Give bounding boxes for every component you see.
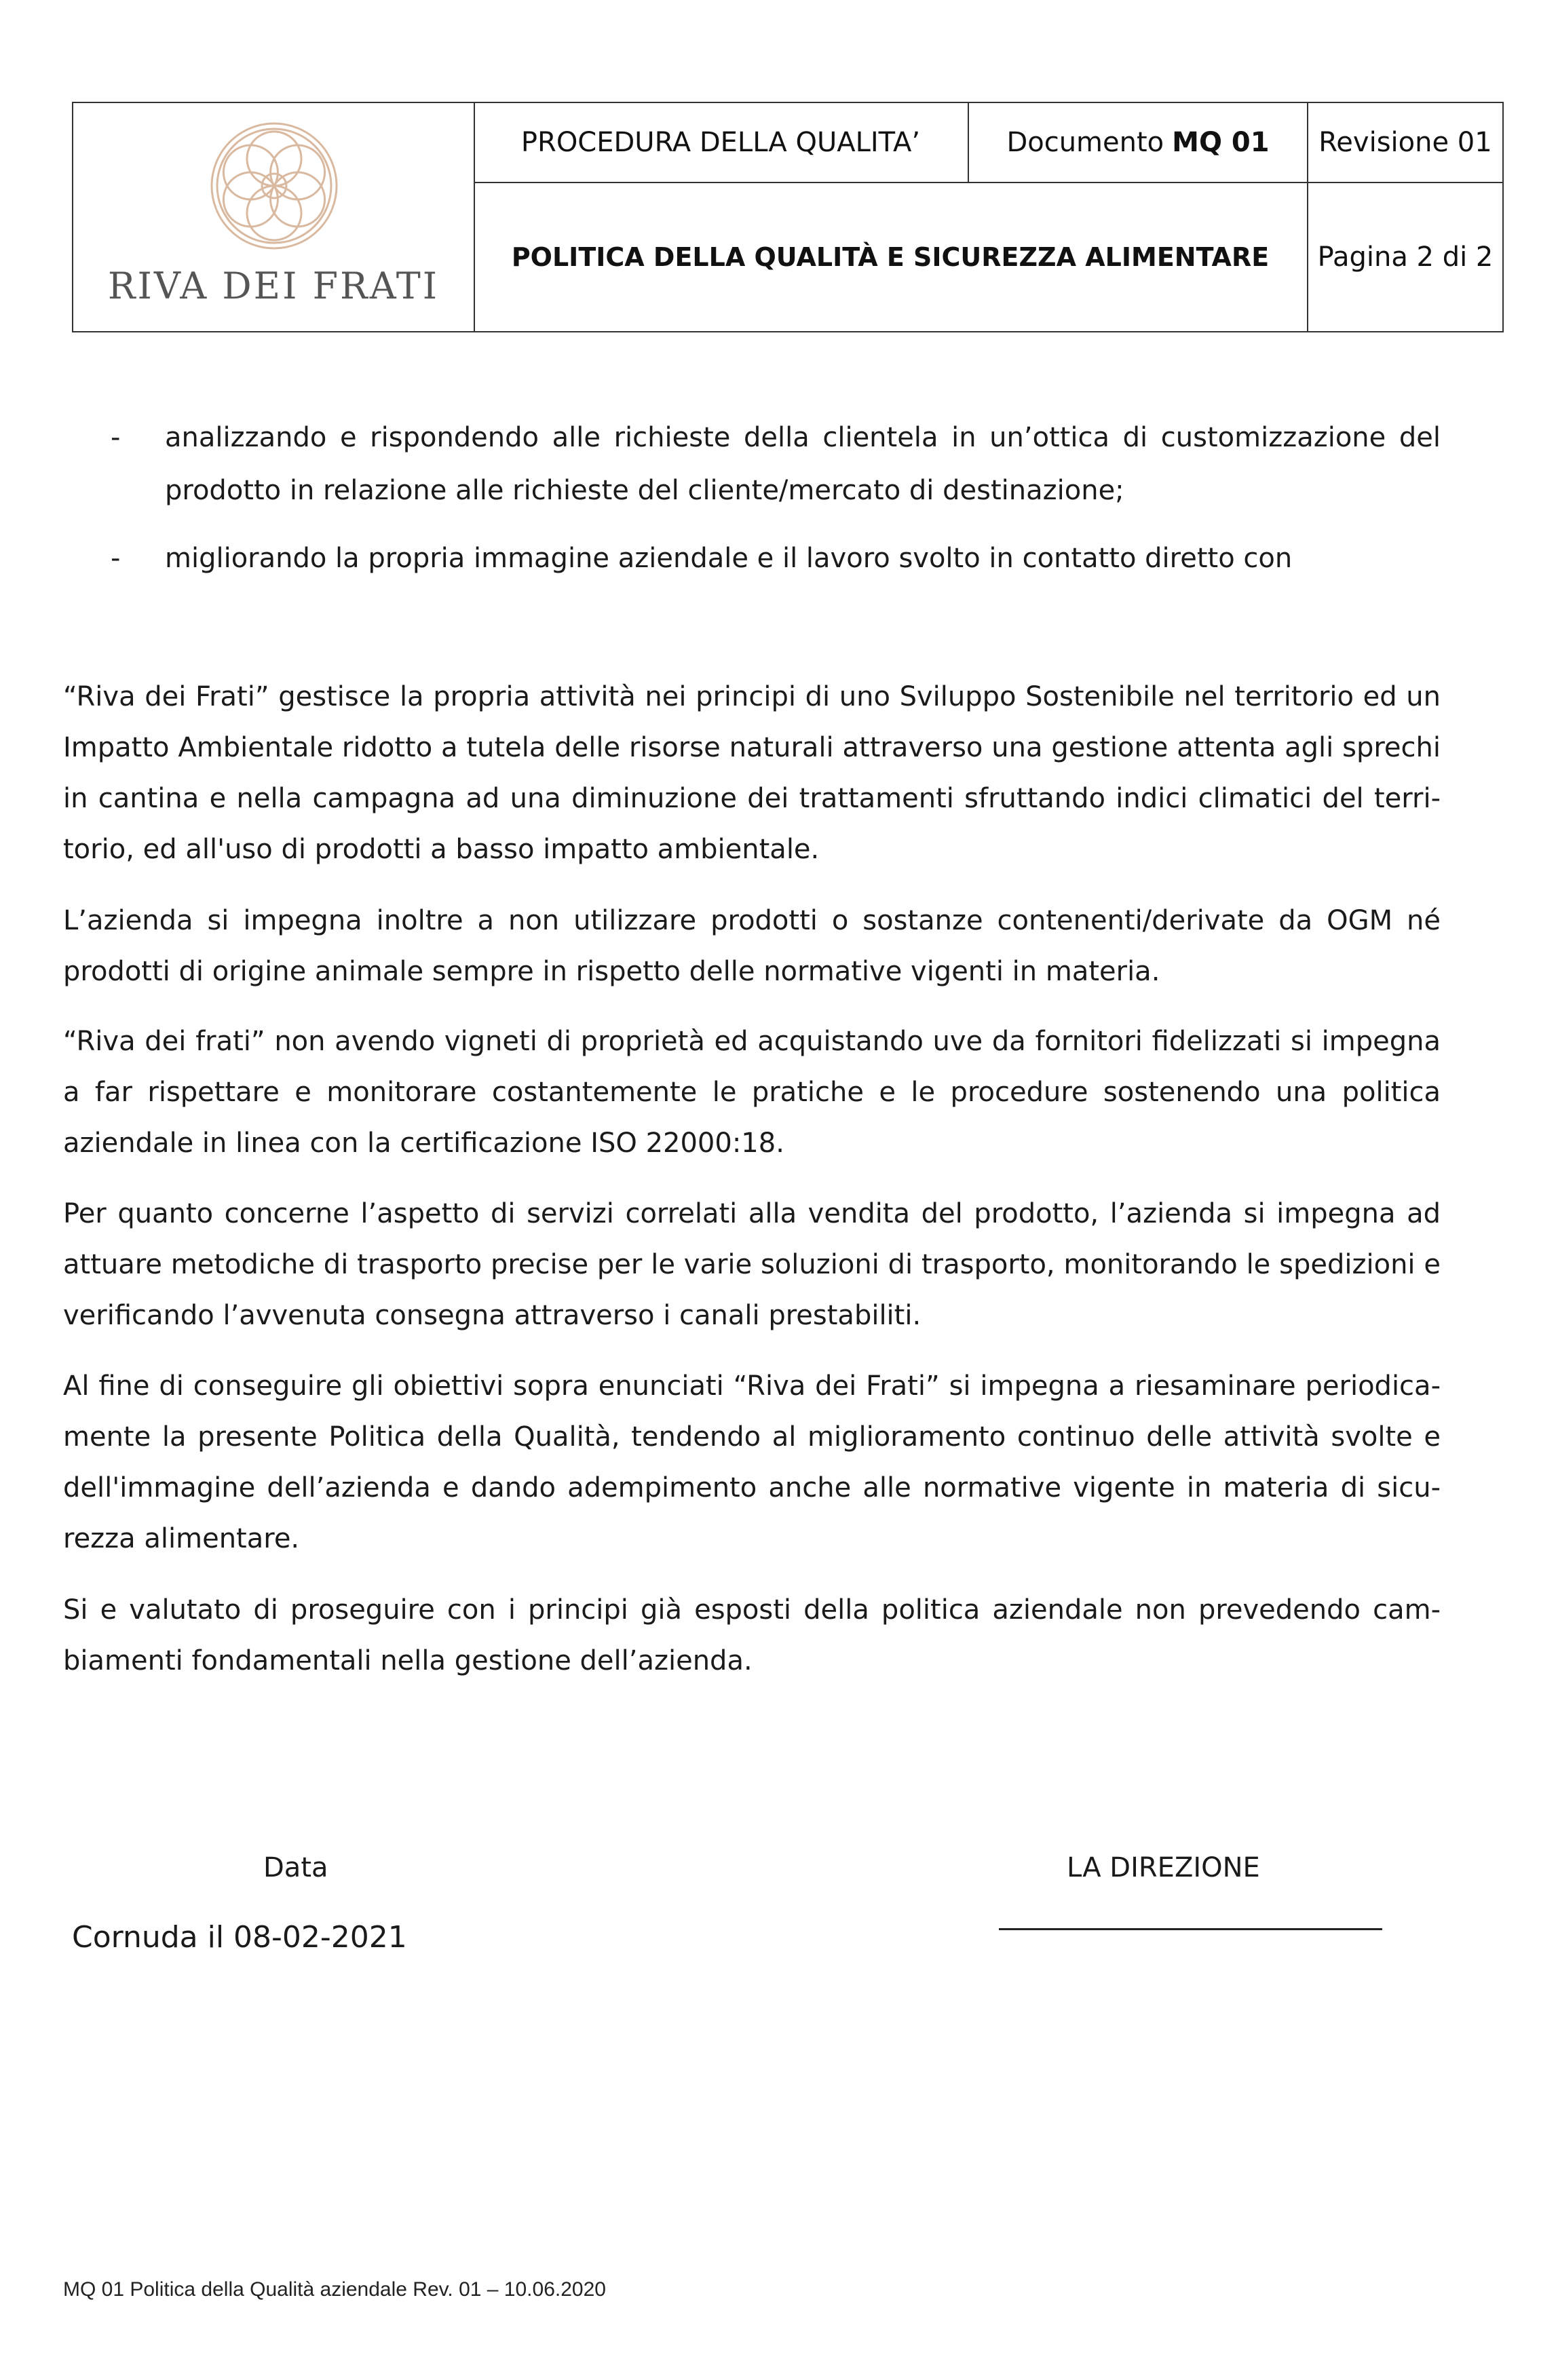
paragraph: Per quanto concerne l’aspetto di servizi correlati alla vendita del prodotto, l’azienda si impegna ad attuare metodiche di trasporto precise per le varie soluzioni di trasporto, monitorando le spedizioni e verificando l’avvenuta consegna attraverso i canali prestabiliti. — [63, 1198, 1441, 1331]
procedure-label: PROCEDURA DELLA QUALITA’ — [474, 103, 969, 183]
bullet-text: migliorando la propria immagine aziendale e il lavoro svolto in contatto diretto con — [165, 543, 1293, 574]
direction-label: LA DIREZIONE — [1067, 1852, 1260, 1883]
bullet-text: analizzando e rispondendo alle richieste della clientela in un’ottica di customizzazione del prodotto in relazione alle richieste del cliente/mercato di destinazione; — [165, 422, 1441, 506]
mandala-logo-icon — [206, 118, 342, 254]
paragraph: “Riva dei Frati” gestisce la propria attività nei principi di uno Sviluppo Sostenibile nel territorio ed un Impatto Ambientale ridotto a tutela delle risorse naturali attraverso una gestione attenta agli sprechi in cantina e nella campagna ad una diminuzione dei trattamenti sfruttando indici climatici del territorio, ed all'uso di prodotti a basso impatto ambientale. — [63, 681, 1441, 865]
revision-label: Revisione 01 — [1308, 103, 1502, 183]
page-footer: MQ 01 Politica della Qualità aziendale Rev. 01 – 10.06.2020 — [63, 2278, 606, 2301]
paragraph: Si e valutato di proseguire con i principi già esposti della politica aziendale non prevedendo cambiamenti fondamentali nella gestione dell’azienda. — [63, 1594, 1441, 1676]
paragraph: Al fine di conseguire gli obiettivi sopra enunciati “Riva dei Frati” si impegna a riesaminare periodicamente la presente Politica della Qualità, tendendo al miglioramento continuo delle attività svolte e dell'immagine dell’azienda e dando adempimento anche alle normative vigente in materia di sicurezza alimentare. — [63, 1370, 1441, 1554]
bullet-dash: - — [111, 543, 121, 574]
paragraph: “Riva dei frati” non avendo vigneti di proprietà ed acquistando uve da fornitori fidelizzati si impegna a far rispettare e monitorare costantemente le pratiche e le procedure sostenendo una politica aziendale in linea con la certificazione ISO 22000:18. — [63, 1026, 1441, 1159]
bullet-dash: - — [111, 422, 121, 453]
signature-line — [999, 1928, 1382, 1930]
document-code: MQ 01 — [1172, 127, 1270, 158]
logo-cell — [73, 103, 475, 331]
page-number: Pagina 2 di 2 — [1317, 242, 1494, 273]
date-label: Data — [263, 1852, 328, 1883]
date-value: Cornuda il 08-02-2021 — [72, 1920, 407, 1955]
document-title: POLITICA DELLA QUALITÀ E SICUREZZA ALIMENTARE — [474, 183, 1308, 331]
document-prefix: Documento — [1006, 127, 1164, 158]
document-code-cell — [969, 103, 1308, 183]
document-header — [72, 102, 1504, 332]
paragraph: L’azienda si impegna inoltre a non utilizzare prodotti o sostanze contenenti/derivate da OGM né prodotti di origine animale sempre in rispetto delle normative vigenti in materia. — [63, 905, 1441, 987]
logo-text: RIVA DEI FRATI — [107, 265, 440, 307]
